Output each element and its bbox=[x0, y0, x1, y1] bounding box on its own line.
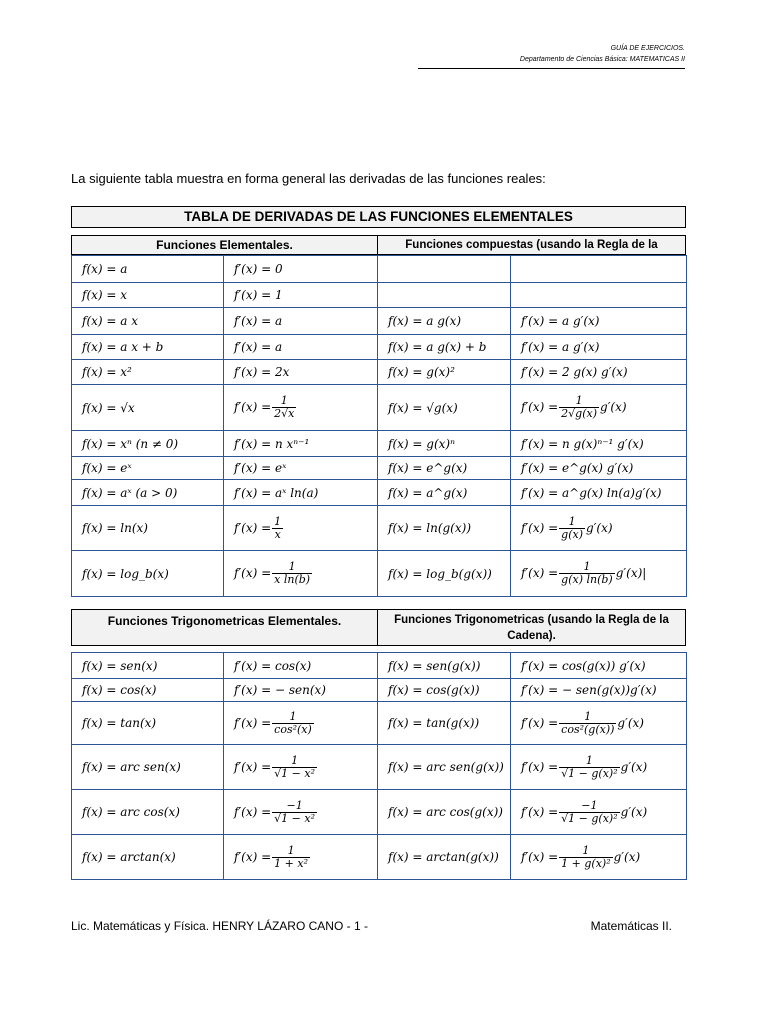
fraction-denominator: g(x) bbox=[561, 527, 583, 541]
table1-header-left: Funciones Elementales. bbox=[72, 236, 378, 254]
formula-cell: f′(x) = e^g(x) g′(x) bbox=[511, 457, 687, 480]
fraction-numerator: 1 bbox=[272, 395, 296, 408]
formula-cell: f(x) = √g(x) bbox=[378, 385, 511, 431]
formula-lhs: f′(x) = bbox=[521, 566, 559, 580]
fraction bbox=[272, 755, 317, 780]
table2-header bbox=[71, 609, 686, 646]
formula-cell: f(x) = ln(g(x)) bbox=[378, 506, 511, 551]
formula-lhs: f′(x) = bbox=[521, 759, 559, 774]
fraction bbox=[559, 711, 616, 736]
fraction bbox=[559, 800, 619, 825]
fraction-numerator: −1 bbox=[559, 800, 619, 813]
formula-cell bbox=[224, 506, 378, 551]
formula-cell bbox=[378, 283, 511, 308]
formula-lhs: f′(x) = bbox=[234, 520, 272, 535]
table-row bbox=[72, 480, 687, 506]
fraction-numerator: 1 bbox=[559, 561, 615, 574]
table-row bbox=[72, 360, 687, 385]
table1-derivatives bbox=[71, 255, 687, 597]
formula-lhs: f′(x) = bbox=[521, 715, 559, 730]
table1-header bbox=[71, 235, 686, 255]
formula-cell bbox=[378, 256, 511, 283]
formula-cell: f′(x) = 2 g(x) g′(x) bbox=[511, 360, 687, 385]
fraction-numerator: 1 bbox=[559, 711, 616, 724]
formula-cell: f(x) = aˣ (a > 0) bbox=[72, 480, 224, 506]
table-row bbox=[72, 702, 687, 745]
formula-cell: f(x) = arc cos(x) bbox=[72, 790, 224, 835]
table2-header-left: Funciones Trigonometricas Elementales. bbox=[72, 610, 378, 645]
formula-cell: f′(x) = n xⁿ⁻¹ bbox=[224, 431, 378, 457]
fraction-denominator: 1 + x² bbox=[274, 856, 308, 870]
formula-cell: f′(x) = a^g(x) ln(a)g′(x) bbox=[511, 480, 687, 506]
table-row bbox=[72, 335, 687, 360]
formula-cell bbox=[511, 283, 687, 308]
formula-cell: f′(x) = cos(x) bbox=[224, 653, 378, 679]
formula-cell: f(x) = arc cos(g(x)) bbox=[378, 790, 511, 835]
formula-cell: f(x) = ln(x) bbox=[72, 506, 224, 551]
table-row bbox=[72, 431, 687, 457]
formula-cell bbox=[511, 702, 687, 745]
formula-cell: f(x) = e^g(x) bbox=[378, 457, 511, 480]
table-row bbox=[72, 653, 687, 679]
formula-cell: f(x) = arc sen(x) bbox=[72, 745, 224, 790]
formula-cell bbox=[511, 506, 687, 551]
fraction-numerator: 1 bbox=[272, 711, 314, 724]
formula-cell bbox=[511, 745, 687, 790]
table-row bbox=[72, 283, 687, 308]
fraction-denominator: 1 + g(x)² bbox=[561, 856, 611, 870]
table-row bbox=[72, 835, 687, 880]
formula-lhs: f′(x) = bbox=[234, 715, 272, 730]
formula-cell: f(x) = log_b(x) bbox=[72, 551, 224, 597]
fraction-denominator: √1 − g(x)² bbox=[561, 766, 618, 780]
formula-cell: f(x) = a^g(x) bbox=[378, 480, 511, 506]
fraction bbox=[272, 395, 296, 420]
table-row bbox=[72, 308, 687, 335]
formula-cell: f′(x) = a bbox=[224, 335, 378, 360]
formula-cell: f(x) = x² bbox=[72, 360, 224, 385]
footer-subject: Matemáticas II. bbox=[590, 919, 672, 933]
fraction-numerator: 1 bbox=[559, 755, 619, 768]
table-row bbox=[72, 385, 687, 431]
table-row bbox=[72, 790, 687, 835]
table-row bbox=[72, 256, 687, 283]
formula-cell: f′(x) = 2x bbox=[224, 360, 378, 385]
formula-cell: f(x) = a g(x) bbox=[378, 308, 511, 335]
formula-cell bbox=[511, 835, 687, 880]
formula-cell: f(x) = a x bbox=[72, 308, 224, 335]
formula-factor: g′(x) bbox=[600, 400, 627, 414]
formula-cell bbox=[224, 385, 378, 431]
formula-lhs: f′(x) = bbox=[234, 566, 272, 580]
formula-cell: f(x) = arctan(g(x)) bbox=[378, 835, 511, 880]
fraction-denominator: cos²(g(x)) bbox=[561, 722, 615, 736]
fraction bbox=[272, 711, 314, 736]
formula-cell: f(x) = a x + b bbox=[72, 335, 224, 360]
formula-lhs: f′(x) = bbox=[521, 400, 559, 414]
formula-cell: f(x) = g(x)² bbox=[378, 360, 511, 385]
formula-cell: f(x) = g(x)ⁿ bbox=[378, 431, 511, 457]
formula-cell bbox=[511, 551, 687, 597]
formula-cell: f(x) = tan(x) bbox=[72, 702, 224, 745]
formula-cell: f′(x) = a g′(x) bbox=[511, 308, 687, 335]
formula-lhs: f′(x) = bbox=[234, 849, 272, 864]
table-row bbox=[72, 457, 687, 480]
formula-cell: f(x) = eˣ bbox=[72, 457, 224, 480]
formula-lhs: f′(x) = bbox=[521, 849, 559, 864]
formula-cell: f′(x) = aˣ ln(a) bbox=[224, 480, 378, 506]
formula-cell bbox=[224, 790, 378, 835]
fraction bbox=[272, 845, 310, 870]
fraction-denominator: x bbox=[274, 527, 281, 541]
formula-factor: g′(x) bbox=[620, 759, 648, 774]
intro-text: La siguiente tabla muestra en forma general las derivadas de las funciones reales: bbox=[71, 171, 546, 186]
fraction bbox=[272, 561, 312, 586]
table1-header-right: Funciones compuestas (usando la Regla de la bbox=[405, 239, 658, 251]
fraction bbox=[559, 395, 599, 420]
fraction-denominator: cos²(x) bbox=[274, 722, 312, 736]
fraction-numerator: −1 bbox=[272, 800, 317, 813]
formula-lhs: f′(x) = bbox=[521, 804, 559, 819]
formula-cell bbox=[224, 551, 378, 597]
fraction-denominator: 2√x bbox=[274, 407, 295, 420]
formula-cell: f′(x) = 1 bbox=[224, 283, 378, 308]
formula-lhs: f′(x) = bbox=[234, 759, 272, 774]
formula-cell: f(x) = tan(g(x)) bbox=[378, 702, 511, 745]
fraction-denominator: g(x) ln(b) bbox=[561, 573, 613, 586]
formula-cell: f(x) = cos(g(x)) bbox=[378, 679, 511, 702]
fraction-numerator: 1 bbox=[559, 845, 612, 858]
fraction bbox=[272, 516, 283, 541]
fraction bbox=[559, 561, 615, 586]
formula-lhs: f′(x) = bbox=[521, 520, 559, 535]
fraction-numerator: 1 bbox=[272, 755, 317, 768]
fraction-denominator: √1 − x² bbox=[274, 811, 316, 825]
formula-cell: f(x) = x bbox=[72, 283, 224, 308]
formula-cell: f(x) = √x bbox=[72, 385, 224, 431]
table-row bbox=[72, 551, 687, 597]
header-rule bbox=[418, 68, 685, 69]
formula-factor: g′(x)| bbox=[615, 566, 647, 580]
formula-cell: f(x) = a bbox=[72, 256, 224, 283]
formula-cell: f(x) = cos(x) bbox=[72, 679, 224, 702]
formula-cell: f(x) = a g(x) + b bbox=[378, 335, 511, 360]
formula-cell: f′(x) = a g′(x) bbox=[511, 335, 687, 360]
fraction bbox=[559, 516, 585, 541]
formula-cell: f′(x) = 0 bbox=[224, 256, 378, 283]
formula-cell: f(x) = sen(x) bbox=[72, 653, 224, 679]
formula-factor: g′(x) bbox=[620, 804, 648, 819]
formula-cell: f′(x) = − sen(g(x))g′(x) bbox=[511, 679, 687, 702]
fraction-numerator: 1 bbox=[272, 561, 312, 574]
formula-cell: f′(x) = cos(g(x)) g′(x) bbox=[511, 653, 687, 679]
formula-factor: g′(x) bbox=[617, 715, 644, 730]
formula-cell: f′(x) = n g(x)ⁿ⁻¹ g′(x) bbox=[511, 431, 687, 457]
formula-cell bbox=[511, 385, 687, 431]
fraction-numerator: 1 bbox=[559, 395, 599, 408]
formula-lhs: f′(x) = bbox=[234, 804, 272, 819]
fraction-numerator: 1 bbox=[272, 845, 310, 858]
formula-cell: f(x) = arctan(x) bbox=[72, 835, 224, 880]
fraction-denominator: √1 − x² bbox=[274, 766, 316, 780]
table1-title-box bbox=[71, 206, 686, 228]
formula-factor: g′(x) bbox=[613, 849, 641, 864]
formula-factor: g′(x) bbox=[586, 520, 613, 535]
fraction-numerator: 1 bbox=[274, 514, 282, 528]
table-row bbox=[72, 506, 687, 551]
formula-cell: f′(x) = eˣ bbox=[224, 457, 378, 480]
table2-trig-derivatives bbox=[71, 652, 687, 880]
header-guide-title: GUÍA DE EJERCICIOS. bbox=[610, 45, 685, 52]
table-row bbox=[72, 679, 687, 702]
fraction-numerator: 1 bbox=[559, 516, 585, 529]
fraction bbox=[559, 845, 612, 870]
footer-author: Lic. Matemáticas y Física. HENRY LÁZARO CANO - 1 - bbox=[71, 919, 368, 933]
table2-header-right: Funciones Trigonometricas (usando la Regla de la Cadena). bbox=[394, 614, 669, 642]
fraction-denominator: √1 − g(x)² bbox=[561, 811, 618, 825]
fraction bbox=[559, 755, 619, 780]
formula-cell bbox=[511, 256, 687, 283]
formula-cell: f(x) = sen(g(x)) bbox=[378, 653, 511, 679]
formula-cell bbox=[224, 702, 378, 745]
formula-cell bbox=[511, 790, 687, 835]
formula-cell: f(x) = log_b(g(x)) bbox=[378, 551, 511, 597]
formula-cell: f(x) = xⁿ (n ≠ 0) bbox=[72, 431, 224, 457]
table-row bbox=[72, 745, 687, 790]
formula-lhs: f′(x) = bbox=[234, 400, 272, 414]
table1-title: TABLA DE DERIVADAS DE LAS FUNCIONES ELEMENTALES bbox=[184, 209, 573, 224]
formula-cell bbox=[224, 745, 378, 790]
formula-cell: f′(x) = a bbox=[224, 308, 378, 335]
formula-cell bbox=[224, 835, 378, 880]
fraction bbox=[272, 800, 317, 825]
formula-cell: f(x) = arc sen(g(x)) bbox=[378, 745, 511, 790]
fraction-denominator: 2√g(x) bbox=[561, 407, 598, 420]
fraction-denominator: x ln(b) bbox=[274, 573, 311, 586]
header-department: Departamento de Ciencias Básica: MATEMATICAS II bbox=[519, 56, 685, 63]
formula-cell: f′(x) = − sen(x) bbox=[224, 679, 378, 702]
